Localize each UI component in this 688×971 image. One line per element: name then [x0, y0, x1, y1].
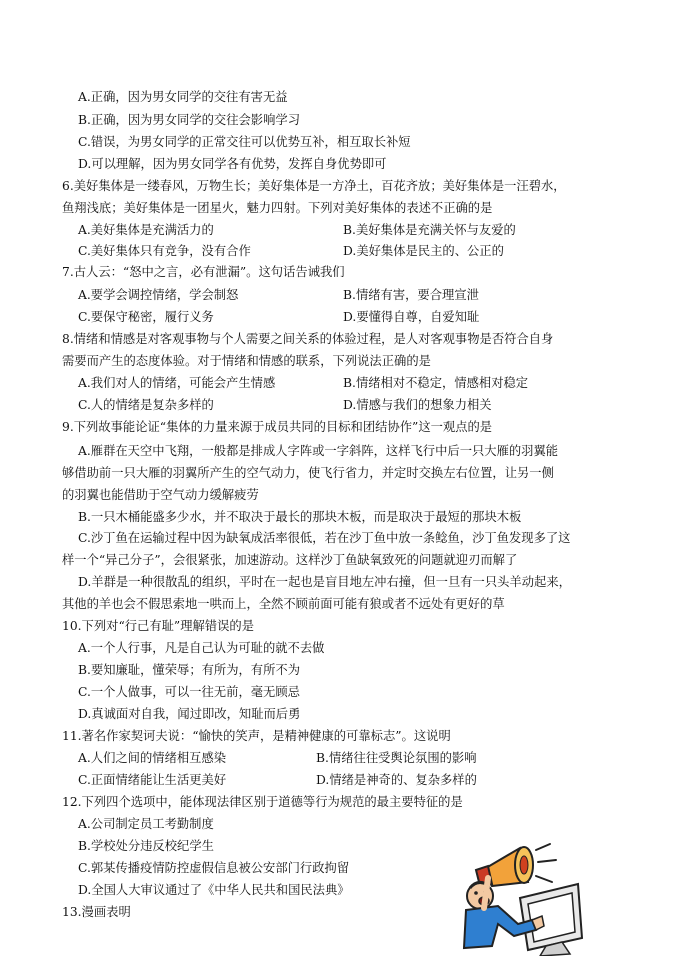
- q6-option-c: C.美好集体只有竞争，没有合作: [78, 244, 251, 258]
- q9-option-c-line1: C.沙丁鱼在运输过程中因为缺氧成活率很低，若在沙丁鱼中放一条鲶鱼，沙丁鱼发现多了这: [78, 531, 571, 545]
- q6-option-d: D.美好集体是民主的、公正的: [343, 244, 504, 258]
- q9-option-d-line2: 其他的羊也会不假思索地一哄而上，全然不顾前面可能有狼或者不远处有更好的草: [62, 597, 505, 611]
- q11-stem: 11.著名作家契诃夫说：“愉快的笑声，是精神健康的可靠标志”。这说明: [62, 729, 451, 743]
- q9-option-c-line2: 样一个“异己分子”，会很紧张，加速游动。这样沙丁鱼缺氧致死的问题就迎刃而解了: [62, 553, 518, 567]
- q8-option-a: A.我们对人的情绪，可能会产生情感: [78, 376, 276, 390]
- q10-option-c: C.一个人做事，可以一往无前，毫无顾忌: [78, 685, 300, 699]
- q9-option-a-line3: 的羽翼也能借助于空气动力缓解疲劳: [62, 488, 259, 502]
- cartoon-illustration: [458, 838, 588, 956]
- q12-option-a: A.公司制定员工考勤制度: [78, 817, 214, 831]
- q10-option-d: D.真诚面对自我，闻过即改，知耻而后勇: [78, 707, 301, 721]
- q6-option-a: A.美好集体是充满活力的: [78, 223, 214, 237]
- q7-option-d: D.要懂得自尊，自爱知耻: [343, 310, 480, 324]
- q7-option-b: B.情绪有害，要合理宣泄: [343, 288, 479, 302]
- q10-option-b: B.要知廉耻，懂荣辱；有所为，有所不为: [78, 663, 300, 677]
- q5-option-d: D.可以理解，因为男女同学各有优势，发挥自身优势即可: [78, 157, 387, 171]
- q8-stem-line2: 需要而产生的态度体验。对于情绪和情感的联系，下列说法正确的是: [62, 354, 431, 368]
- q11-option-b: B.情绪往往受舆论氛围的影响: [316, 751, 477, 765]
- q6-stem-line2: 鱼翔浅底；美好集体是一团星火，魅力四射。下列对美好集体的表述不正确的是: [62, 201, 493, 215]
- q11-option-c: C.正面情绪能让生活更美好: [78, 773, 227, 787]
- q8-option-c: C.人的情绪是复杂多样的: [78, 398, 214, 412]
- q8-option-d: D.情感与我们的想象力相关: [343, 398, 492, 412]
- q7-option-a: A.要学会调控情绪，学会制怒: [78, 288, 239, 302]
- q5-option-c: C.错误，为男女同学的正常交往可以优势互补，相互取长补短: [78, 135, 411, 149]
- q11-option-d: D.情绪是神奇的、复杂多样的: [316, 773, 477, 787]
- q8-stem-line1: 8.情绪和情感是对客观事物与个人需要之间关系的体验过程，是人对客观事物是否符合自身: [62, 332, 554, 346]
- q10-stem: 10.下列对“行己有耻”理解错误的是: [62, 619, 254, 633]
- q12-stem: 12.下列四个选项中，能体现法律区别于道德等行为规范的最主要特征的是: [62, 795, 463, 809]
- q7-option-c: C.要保守秘密，履行义务: [78, 310, 214, 324]
- q10-option-a: A.一个人行事，凡是自己认为可耻的就不去做: [78, 641, 325, 655]
- q9-option-b: B.一只木桶能盛多少水，并不取决于最长的那块木板，而是取决于最短的那块木板: [78, 510, 522, 524]
- q12-option-d: D.全国人大审议通过了《中华人民共和国民法典》: [78, 883, 350, 897]
- q8-option-b: B.情绪相对不稳定，情感相对稳定: [343, 376, 529, 390]
- q9-option-d-line1: D.羊群是一种很散乱的组织，平时在一起也是盲目地左冲右撞，但一旦有一只头羊动起来，: [78, 575, 571, 589]
- q12-option-b: B.学校处分违反校纪学生: [78, 839, 214, 853]
- q5-option-a: A.正确，因为男女同学的交往有害无益: [78, 90, 288, 104]
- q9-option-a-line2: 够借助前一只大雁的羽翼所产生的空气动力，使飞行省力，并定时交换左右位置，让另一侧: [62, 466, 554, 480]
- q9-stem: 9.下列故事能论证“集体的力量来源于成员共同的目标和团结协作”这一观点的是: [62, 420, 493, 434]
- q12-option-c: C.郭某传播疫情防控虚假信息被公安部门行政拘留: [78, 861, 350, 875]
- q7-stem: 7.古人云：“怒中之言，必有泄漏”。这句话告诫我们: [62, 265, 345, 279]
- q6-option-b: B.美好集体是充满关怀与友爱的: [343, 223, 516, 237]
- q11-option-a: A.人们之间的情绪相互感染: [78, 751, 227, 765]
- q6-stem-line1: 6.美好集体是一缕春风，万物生长；美好集体是一方净土，百花齐放；美好集体是一汪碧水，: [62, 179, 566, 193]
- q13-stem: 13.漫画表明: [62, 905, 131, 919]
- q5-option-b: B.正确，因为男女同学的交往会影响学习: [78, 113, 300, 127]
- q9-option-a-line1: A.雁群在天空中飞翔，一般都是排成人字阵或一字斜阵，这样飞行中后一只大雁的羽翼能: [78, 444, 559, 458]
